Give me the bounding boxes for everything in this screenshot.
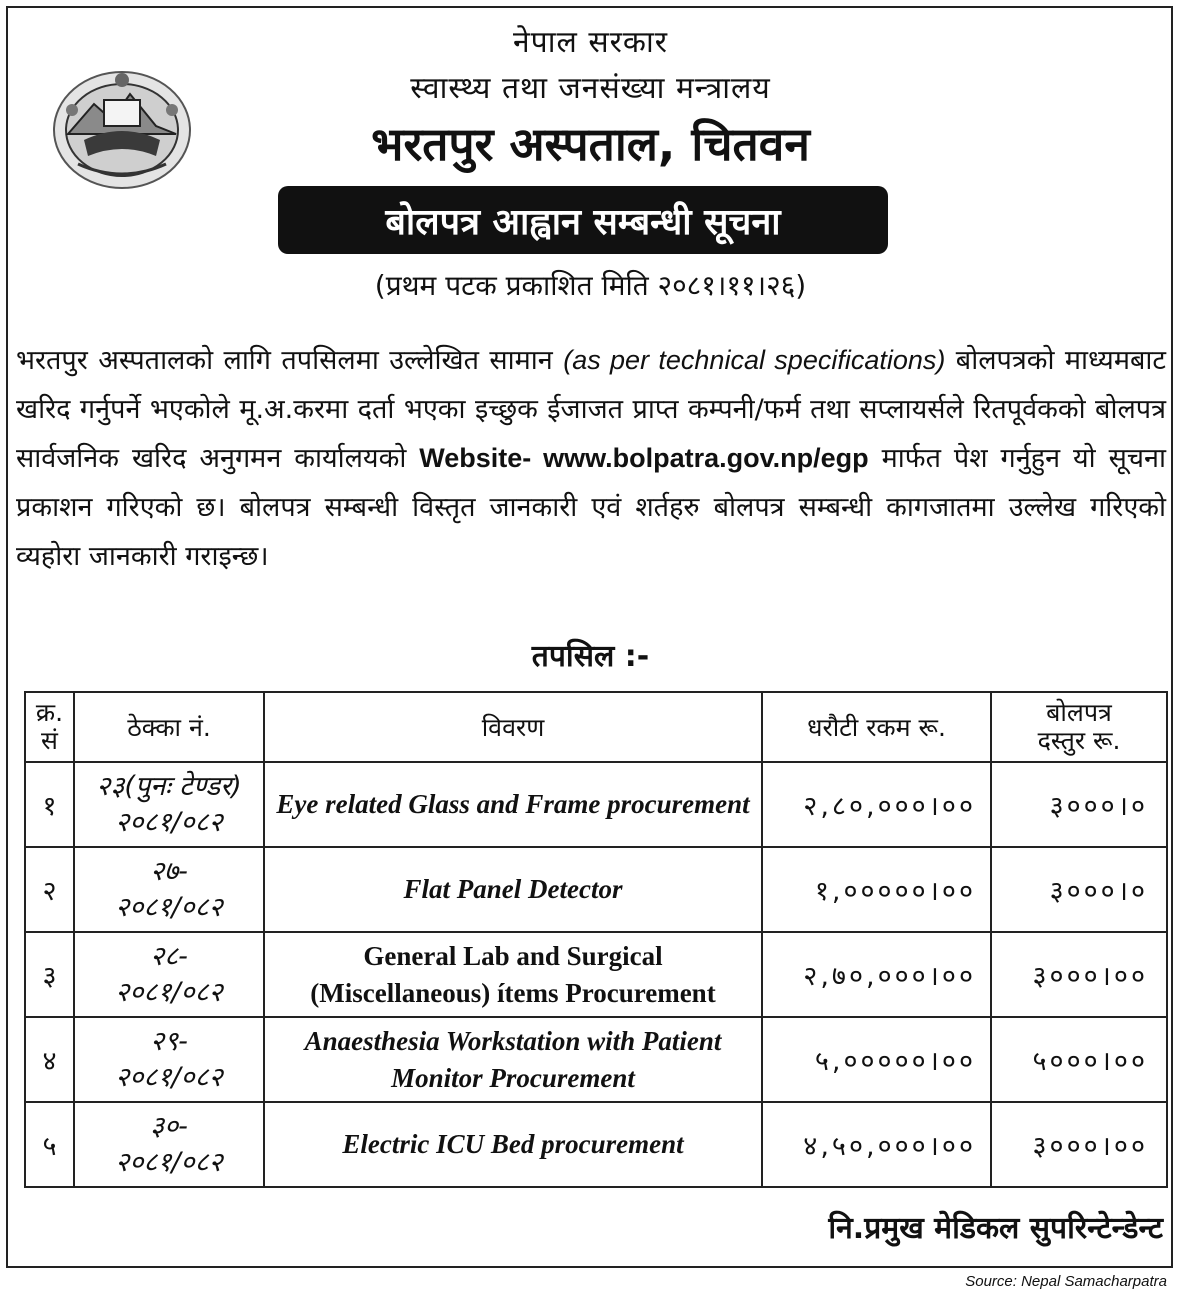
row-contract-line1: ३०- (150, 1110, 188, 1142)
row-contract-line1: २९- (150, 1025, 188, 1057)
row-serial: ४ (25, 1017, 74, 1102)
row-contract-line2: २०८१/०८२ (115, 1146, 223, 1178)
row-fee: ३०००।०० (991, 1102, 1167, 1187)
signature-title: नि.प्रमुख मेडिकल सुपरिन्टेन्डेन्ट (828, 1211, 1163, 1246)
row-contract-line2: २०८१/०८२ (115, 1061, 223, 1093)
row-description: Electric ICU Bed procurement (264, 1102, 762, 1187)
row-description: Eye related Glass and Frame procurement (264, 762, 762, 847)
header-bid-fee-line2: दस्तुर रू. (1037, 726, 1121, 755)
row-contract (74, 932, 264, 1017)
row-fee: ५०००।०० (991, 1017, 1167, 1102)
header-bid-fee-line1: बोलपत्र (1046, 698, 1112, 727)
header-contract-number: ठेक्का नं. (74, 692, 264, 762)
row-description: General Lab and Surgical (Miscellaneous) ítems Procurement (264, 932, 762, 1017)
table-row (25, 1017, 1167, 1102)
header-bid-fee (991, 692, 1167, 762)
table-row (25, 762, 1167, 847)
body-english-note: (as per technical specifications) (563, 345, 946, 375)
row-deposit: २,७०,०००।०० (762, 932, 991, 1017)
row-fee: ३०००।० (991, 762, 1167, 847)
row-deposit: १,०००००।०० (762, 847, 991, 932)
notice-body (16, 336, 1166, 581)
row-contract (74, 847, 264, 932)
source-credit: Source: Nepal Samacharpatra (965, 1273, 1167, 1290)
hospital-title: भरतपुर अस्पताल, चितवन (371, 117, 810, 171)
table-row (25, 847, 1167, 932)
ministry-title: स्वास्थ्य तथा जनसंख्या मन्त्रालय (410, 71, 771, 106)
row-contract (74, 762, 264, 847)
header-description: विवरण (264, 692, 762, 762)
published-date: (प्रथम पटक प्रकाशित मिति २०८१।११।२६) (374, 269, 807, 302)
row-contract-line2: २०८१/०८२ (115, 891, 223, 923)
row-description: Anaesthesia Workstation with Patient Monitor Procurement (264, 1017, 762, 1102)
website-link[interactable]: Website- www.bolpatra.gov.np/egp (419, 443, 869, 473)
row-contract (74, 1102, 264, 1187)
row-serial: ५ (25, 1102, 74, 1187)
header-deposit-amount: धरौटी रकम रू. (762, 692, 991, 762)
body-part-1: भरतपुर अस्पतालको लागि तपसिलमा उल्लेखित सामान (16, 345, 564, 376)
body-part-3: मार्फत पेश गर्नुहुन यो सूचना प्रकाशन गरिएको छ। बोलपत्र सम्बन्धी विस्तृत जानकारी एवं शर्तहरु बोलपत्र सम्बन्धी कागजातमा उल्लेख गरिएको व्यहोरा जानकारी गराइन्छ। (16, 443, 1166, 572)
government-title: नेपाल सरकार (513, 25, 668, 60)
tender-table (24, 691, 1168, 1188)
row-contract-line1: २७- (150, 855, 188, 887)
notice-title: बोलपत्र आह्वान सम्बन्धी सूचना (385, 201, 781, 243)
row-fee: ३०००।०० (991, 932, 1167, 1017)
row-contract-line2: २०८१/०८२ (115, 976, 223, 1008)
header-serial-line2: सं (41, 726, 58, 755)
header-serial-line1: क्र. (35, 698, 64, 727)
row-description: Flat Panel Detector (264, 847, 762, 932)
row-serial: १ (25, 762, 74, 847)
table-row (25, 1102, 1167, 1187)
notice-title-banner (278, 186, 888, 254)
row-contract (74, 1017, 264, 1102)
row-deposit: २,८०,०००।०० (762, 762, 991, 847)
row-contract-line1: २८- (150, 940, 188, 972)
row-fee: ३०००।० (991, 847, 1167, 932)
header-serial (25, 692, 74, 762)
row-contract-line1: २३(पुनः टेण्डर) (96, 770, 242, 802)
row-deposit: ४,५०,०००।०० (762, 1102, 991, 1187)
row-serial: ३ (25, 932, 74, 1017)
row-serial: २ (25, 847, 74, 932)
table-row (25, 932, 1167, 1017)
body-part-2: बोलपत्रको माध्यमबाट खरिद गर्नुपर्ने भएकोले मू.अ.करमा दर्ता भएका इच्छुक ईजाजत प्राप्त कम्पनी/फर्म तथा सप्लायर्सले रितपूर्वकको बोलपत्र सार्वजनिक खरिद अनुगमन कार्यालयको (16, 345, 1167, 474)
row-contract-line2: २०८१/०८२ (115, 806, 223, 838)
table-header-row (25, 692, 1167, 762)
schedule-heading: तपसिल :- (531, 639, 650, 674)
row-deposit: ५,०००००।०० (762, 1017, 991, 1102)
